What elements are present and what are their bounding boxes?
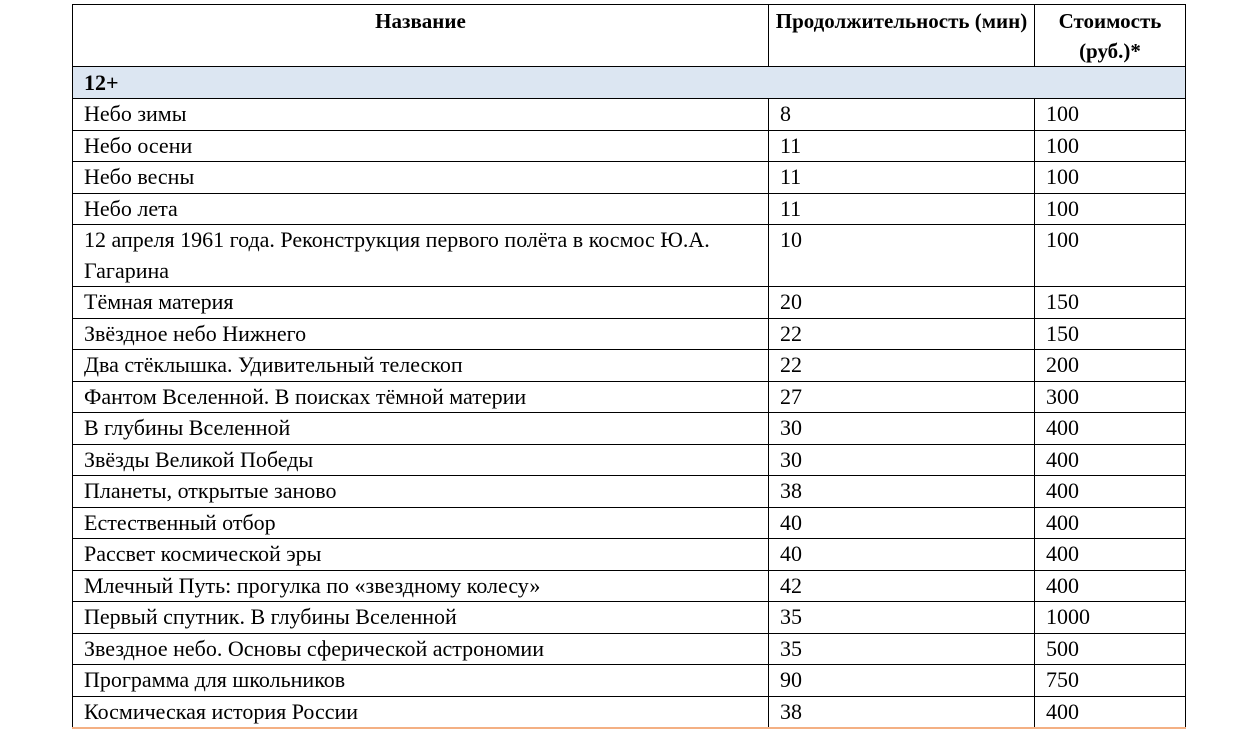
cost-cell: 1000 [1035,602,1186,634]
program-name-cell: Два стёклышка. Удивительный телескоп [73,350,769,382]
header-cost: Стоимость (руб.)* [1035,5,1186,67]
cost-cell: 150 [1035,287,1186,319]
cost-cell: 400 [1035,444,1186,476]
group-label: 12+ [73,67,1186,99]
duration-cell: 30 [769,413,1035,445]
header-row [73,5,1186,67]
duration-cell: 35 [769,602,1035,634]
duration-cell: 38 [769,476,1035,508]
table-row [73,602,1186,634]
table-row [73,130,1186,162]
header-duration: Продолжительность (мин) [769,5,1035,67]
program-name-cell: Млечный Путь: прогулка по «звездному колесу» [73,570,769,602]
cost-cell: 400 [1035,413,1186,445]
table-row [73,476,1186,508]
duration-cell: 40 [769,539,1035,571]
program-name-cell: Звездное небо. Основы сферической астрономии [73,633,769,665]
table-row [73,507,1186,539]
table-row [73,413,1186,445]
duration-cell: 22 [769,350,1035,382]
table-row [73,162,1186,194]
program-name-cell: Первый спутник. В глубины Вселенной [73,602,769,634]
duration-cell: 90 [769,665,1035,697]
program-name-cell: Небо осени [73,130,769,162]
table-row [73,444,1186,476]
cost-cell: 100 [1035,130,1186,162]
table-row [73,287,1186,319]
cost-cell: 400 [1035,476,1186,508]
duration-cell: 38 [769,696,1035,728]
duration-cell: 30 [769,444,1035,476]
program-name-cell: Небо зимы [73,99,769,131]
cost-cell: 400 [1035,570,1186,602]
program-price-table [72,4,1186,729]
duration-cell: 20 [769,287,1035,319]
table-row [73,225,1186,287]
duration-cell: 11 [769,193,1035,225]
table-row [73,539,1186,571]
group-row-12plus [73,67,1186,99]
program-name-cell: Естественный отбор [73,507,769,539]
cost-cell: 200 [1035,350,1186,382]
table-row [73,665,1186,697]
cost-cell: 150 [1035,318,1186,350]
program-name-cell: Космическая история России [73,696,769,728]
duration-cell: 40 [769,507,1035,539]
duration-cell: 11 [769,162,1035,194]
duration-cell: 10 [769,225,1035,287]
cost-cell: 400 [1035,696,1186,728]
program-name-cell: Планеты, открытые заново [73,476,769,508]
duration-cell: 22 [769,318,1035,350]
cost-cell: 300 [1035,381,1186,413]
table-row [73,350,1186,382]
table-row [73,633,1186,665]
table-row [73,696,1186,728]
duration-cell: 27 [769,381,1035,413]
table-row [73,381,1186,413]
duration-cell: 42 [769,570,1035,602]
program-name-cell: В глубины Вселенной [73,413,769,445]
program-name-cell: Рассвет космической эры [73,539,769,571]
table-row [73,318,1186,350]
table-row [73,570,1186,602]
program-name-cell: Фантом Вселенной. В поисках тёмной материи [73,381,769,413]
program-name-cell: Небо лета [73,193,769,225]
cost-cell: 400 [1035,507,1186,539]
cost-cell: 750 [1035,665,1186,697]
cost-cell: 100 [1035,99,1186,131]
duration-cell: 8 [769,99,1035,131]
cost-cell: 100 [1035,162,1186,194]
cost-cell: 100 [1035,225,1186,287]
table-row [73,193,1186,225]
program-name-cell: 12 апреля 1961 года. Реконструкция первого полёта в космос Ю.А. Гагарина [73,225,769,287]
cost-cell: 400 [1035,539,1186,571]
program-name-cell: Звёзды Великой Победы [73,444,769,476]
cost-cell: 100 [1035,193,1186,225]
cost-cell: 500 [1035,633,1186,665]
program-name-cell: Звёздное небо Нижнего [73,318,769,350]
program-name-cell: Небо весны [73,162,769,194]
duration-cell: 11 [769,130,1035,162]
duration-cell: 35 [769,633,1035,665]
program-name-cell: Тёмная материя [73,287,769,319]
table-row [73,99,1186,131]
program-name-cell: Программа для школьников [73,665,769,697]
header-name: Название [73,5,769,67]
